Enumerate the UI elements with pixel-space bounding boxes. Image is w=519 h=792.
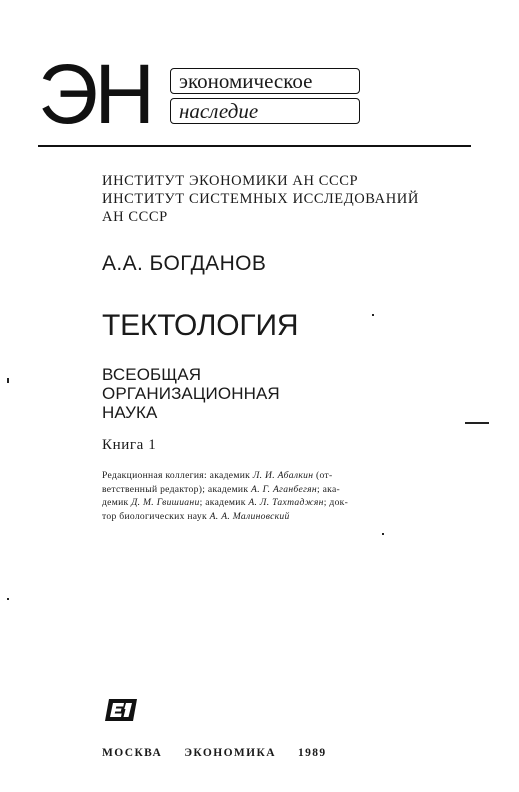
scan-mark <box>372 314 374 316</box>
scan-mark <box>7 378 9 383</box>
scan-mark <box>7 598 9 600</box>
author-name: А.А. БОГДАНОВ <box>102 252 267 275</box>
subtitle-line: НАУКА <box>102 403 158 422</box>
scan-mark <box>465 422 489 424</box>
institute-line: ИНСТИТУТ СИСТЕМНЫХ ИССЛЕДОВАНИЙ <box>102 191 419 207</box>
board-line: демик Д. М. Гвишиани; академик А. Л. Тахтаджян; док- <box>102 497 349 508</box>
subtitle-line: ОРГАНИЗАЦИОННАЯ <box>102 384 280 403</box>
editorial-board <box>102 469 432 523</box>
ekonomika-publisher-logo-icon <box>104 698 138 722</box>
board-line: ветственный редактор); академик А. Г. Аганбегян; ака- <box>102 483 341 495</box>
header-rule <box>38 145 471 147</box>
board-line: тор биологических наук А. А. Малиновский <box>102 510 290 522</box>
series-name-line1: экономическое <box>170 68 360 94</box>
imprint-publisher: ЭКОНОМИКА <box>184 747 276 759</box>
book-subtitle <box>102 365 280 422</box>
volume-number: Книга 1 <box>102 437 157 453</box>
book-title: ТЕКТОЛОГИЯ <box>102 309 299 342</box>
imprint-year: 1989 <box>297 747 327 759</box>
institute-line: АН СССР <box>102 209 168 225</box>
imprint-city: МОСКВА <box>102 747 163 759</box>
series-logo-letters: ЭН <box>38 47 152 141</box>
series-name-line2: наследие <box>170 98 360 124</box>
institutes-block <box>102 172 419 226</box>
institute-line: ИНСТИТУТ ЭКОНОМИКИ АН СССР <box>102 173 359 189</box>
imprint <box>102 746 349 760</box>
scan-mark <box>382 533 384 535</box>
subtitle-line: ВСЕОБЩАЯ <box>102 365 202 384</box>
board-line: Редакционная коллегия: академик Л. И. Абалкин (от- <box>102 470 333 481</box>
